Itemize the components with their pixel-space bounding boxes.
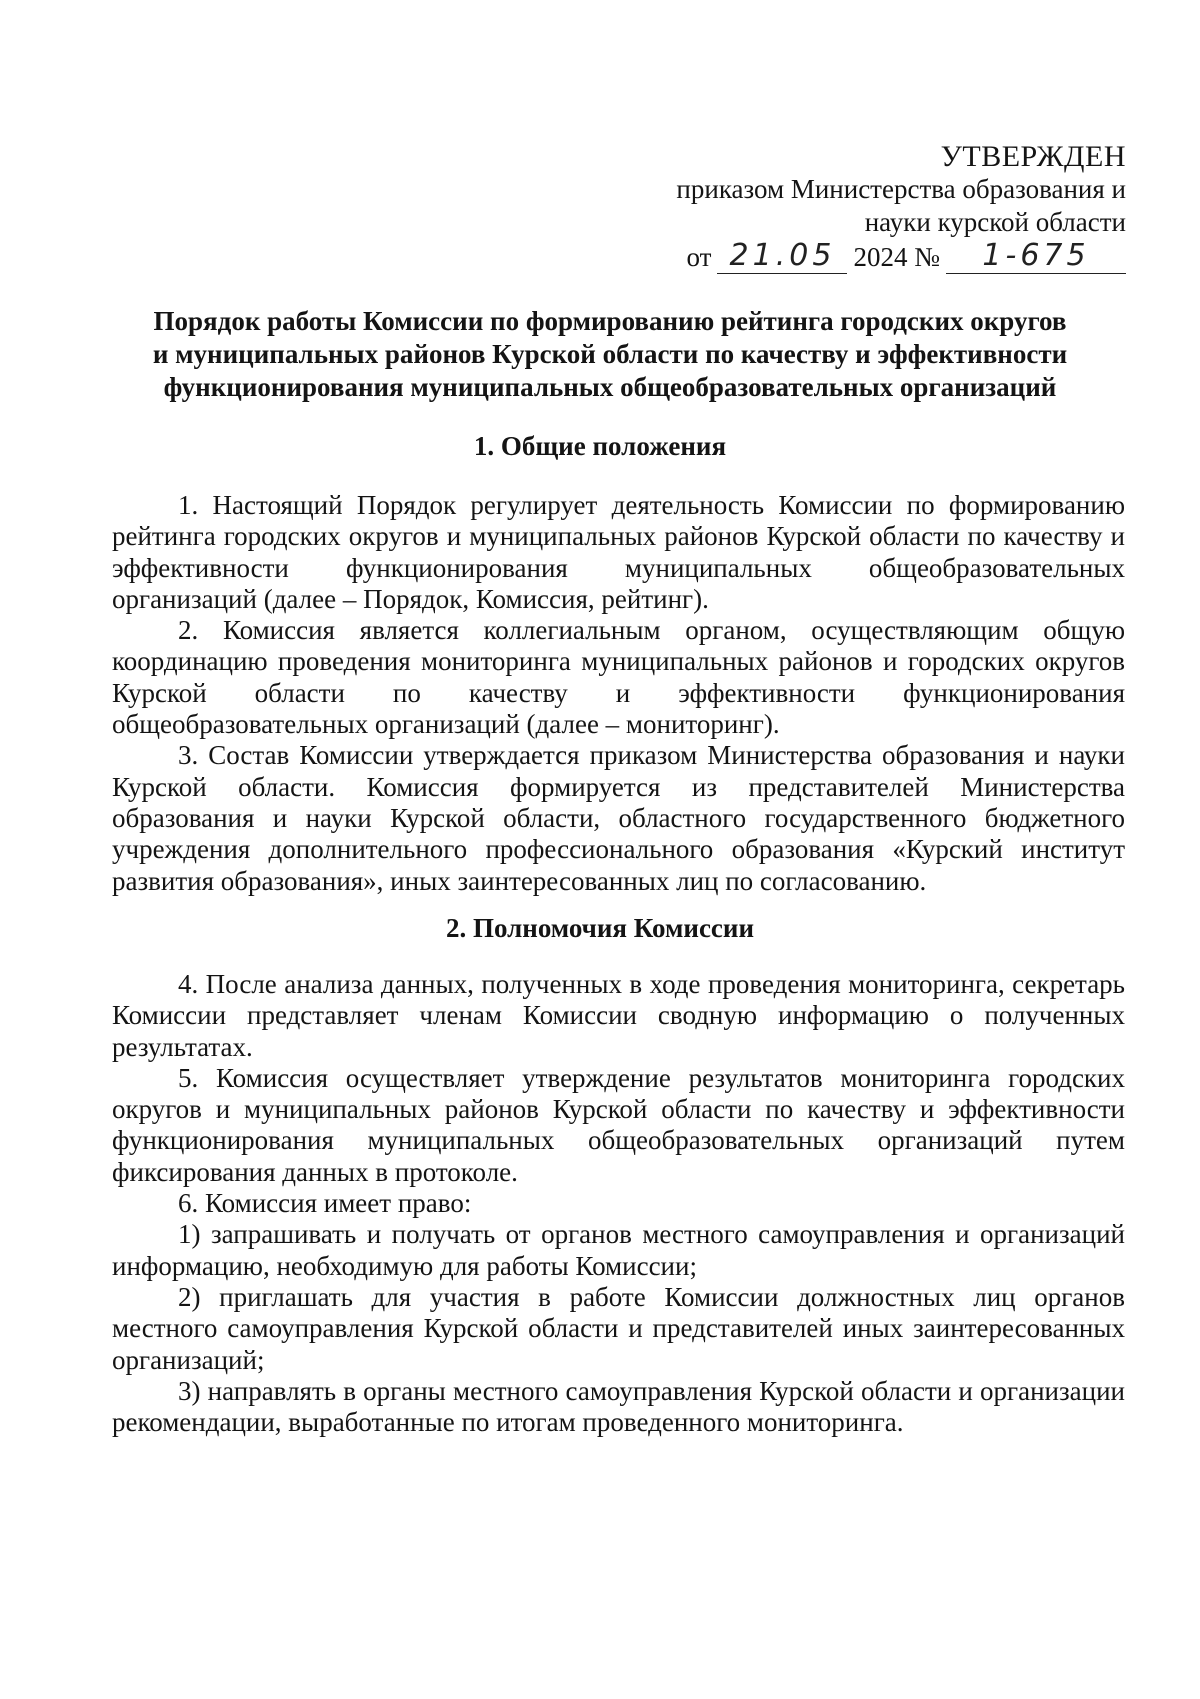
approval-block (676, 140, 1126, 274)
date-prefix: от (686, 242, 712, 272)
handwritten-order-number: 1-675 (946, 239, 1126, 274)
approval-date-line (676, 239, 1126, 274)
paragraph: 3. Состав Комиссии утверждается приказом Министерства образования и науки Курской области. Комиссия формируется из представителей Министерства образования и науки Курской области, областного государственного бюджетного учреждения дополнительного профессионального образования «Курский институт развития образования», иных заинтересованных лиц по согласованию. (112, 740, 1125, 896)
section-2-heading: 2. Полномочия Комиссии (445, 913, 755, 943)
paragraph: 1. Настоящий Порядок регулирует деятельность Комиссии по формированию рейтинга городских округов и муниципальных районов Курской области по качеству и эффективности функционирования муниципальных общеобразовательных организаций (далее – Порядок, Комиссия, рейтинг). (112, 490, 1125, 614)
paragraph: 4. После анализа данных, полученных в ходе проведения мониторинга, секретарь Комиссии представляет членам Комиссии сводную информацию о полученных результатах. (112, 969, 1125, 1062)
section-2-body (112, 969, 1125, 1438)
order-year: 2024 № (853, 242, 940, 272)
paragraph: 6. Комиссия имеет право: (178, 1188, 472, 1219)
paragraph: 3) направлять в органы местного самоуправления Курской области и организации рекомендации, выработанные по итогам проведенного мониторинга. (112, 1375, 1125, 1438)
handwritten-date: 21.05 (717, 239, 847, 274)
approval-line-1: приказом Министерства образования и (676, 174, 1126, 204)
section-1-heading: 1. Общие положения (473, 431, 727, 461)
paragraph: 1) запрашивать и получать от органов местного самоуправления и организаций информацию, необходимую для работы Комиссии; (112, 1219, 1125, 1281)
paragraph: 2. Комиссия является коллегиальным органом, осуществляющим общую координацию проведения мониторинга муниципальных районов и городских округов Курской области по качеству и эффективности функционирования общеобразовательных организаций (далее – мониторинг). (112, 615, 1125, 740)
paragraph: 5. Комиссия осуществляет утверждение результатов мониторинга городских округов и муниципальных районов Курской области по качеству и эффективности функционирования муниципальных общеобразовательных организаций путем фиксирования данных в протоколе. (112, 1062, 1125, 1187)
section-1-body (112, 490, 1125, 897)
approval-line-2: науки курской области (864, 207, 1126, 237)
paragraph: 2) приглашать для участия в работе Комиссии должностных лиц органов местного самоуправления Курской области и представителей иных заинтересованных организаций; (112, 1281, 1125, 1375)
document-title: Порядок работы Комиссии по формированию рейтинга городских округов и муниципальных районов Курской области по качеству и эффективности функционирования муниципальных общеобразовательных организаций (152, 306, 1068, 402)
approval-stamp: УТВЕРЖДЕН (940, 140, 1126, 173)
